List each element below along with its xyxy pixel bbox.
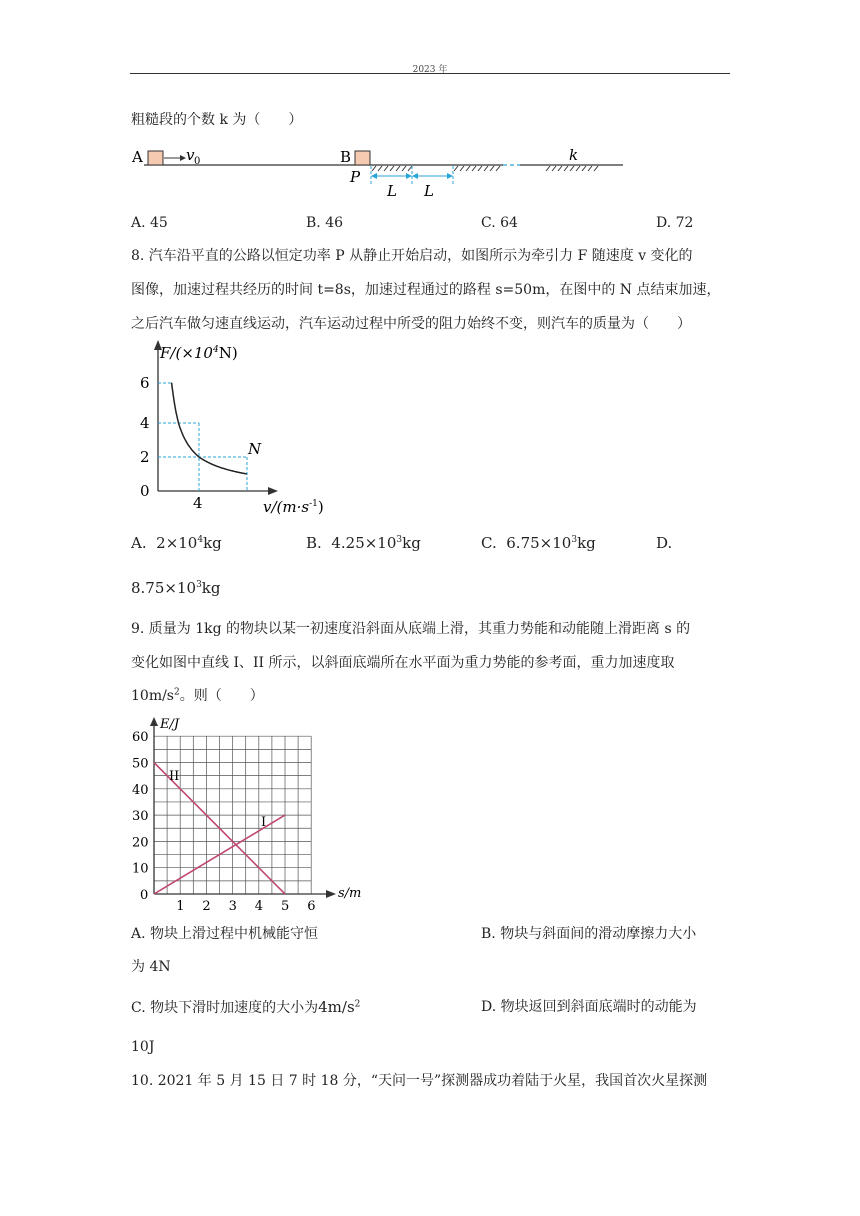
y-tick-30: 30 bbox=[132, 809, 149, 825]
x-tick-3: 3 bbox=[228, 899, 237, 914]
q8-option-b: B. $4.25\times 10^3kg$ bbox=[306, 534, 421, 552]
q7-option-b: B. 46 bbox=[306, 215, 344, 231]
x-ticks bbox=[176, 899, 315, 914]
y-tick-40: 40 bbox=[132, 782, 149, 798]
q9-option-c: C. 物块下滑时加速度的大小为$4m/s^2$ bbox=[131, 998, 361, 1016]
q7-option-c: C. 64 bbox=[481, 215, 518, 231]
rough-segment-1 bbox=[372, 166, 412, 171]
q9-option-b-cont: 为 4N bbox=[131, 959, 171, 975]
x-axis-arrow bbox=[326, 890, 336, 898]
rough-segment-k bbox=[546, 166, 598, 171]
y-axis-label: E/J bbox=[160, 717, 180, 732]
q8-option-d-value: $8.75\times 10^3kg$ bbox=[131, 579, 221, 597]
line-ii-label: II bbox=[169, 769, 180, 784]
rough-segment-2 bbox=[454, 166, 500, 171]
q10-stem-line1: 10. 2021 年 5 月 15 日 7 时 18 分，“天问一号”探测器成功着陆于火星，我国首次火星探测 bbox=[131, 1073, 708, 1089]
point-n-label: N bbox=[248, 440, 262, 458]
q9-graph bbox=[128, 714, 378, 914]
x-tick-4: 4 bbox=[193, 494, 203, 512]
force-velocity-curve bbox=[172, 383, 247, 474]
q9-option-d-cont: 10J bbox=[131, 1039, 155, 1055]
y-tick-10: 10 bbox=[132, 861, 149, 877]
q9-stem-line2: 变化如图中直线 I、II 所示，以斜面底端所在水平面为重力势能的参考面，重力加速度取 bbox=[131, 655, 675, 671]
q8-stem-line3: 之后汽车做匀速直线运动，汽车运动过程中所受的阻力始终不变，则汽车的质量为（ ） bbox=[131, 316, 691, 332]
x-tick-6: 6 bbox=[307, 899, 316, 914]
y-tick-0: 0 bbox=[140, 482, 150, 500]
label-l2: L bbox=[424, 182, 434, 200]
q8-stem-line1: 8. 汽车沿平直的公路以恒定功率 P 从静止开始启动，如图所示为牵引力 F 随速度 v 变化的 bbox=[131, 248, 693, 264]
block-a bbox=[148, 151, 163, 165]
y-tick-50: 50 bbox=[132, 756, 149, 772]
label-k: k bbox=[569, 146, 579, 164]
y-ticks bbox=[132, 730, 149, 903]
y-axis-label: $F/(\times 10^4N)$ bbox=[160, 344, 238, 362]
guide-lines bbox=[158, 383, 247, 491]
page-header: 2023 年 bbox=[412, 65, 448, 75]
x-tick-2: 2 bbox=[202, 899, 211, 914]
x-axis-label: $v/(m\cdot s^{-1})$ bbox=[263, 498, 324, 516]
q9-stem-line1: 9. 质量为 1kg 的物块以某一初速度沿斜面从底端上滑，其重力势能和动能随上滑距离 s 的 bbox=[131, 621, 691, 637]
x-axis-label: s/m bbox=[338, 886, 362, 901]
y-axis-arrow bbox=[150, 717, 158, 726]
x-tick-5: 5 bbox=[281, 899, 290, 914]
label-l1: L bbox=[387, 182, 397, 200]
y-tick-60: 60 bbox=[132, 730, 149, 746]
label-v0: v bbox=[186, 146, 195, 164]
q8-stem-line2: 图像，加速过程共经历的时间 t=8s，加速过程通过的路程 s=50m，在图中的 N 点结束加速， bbox=[131, 282, 721, 298]
x-tick-4: 4 bbox=[254, 899, 264, 914]
q7-figure bbox=[128, 140, 628, 202]
label-a: A bbox=[132, 148, 143, 166]
q9-option-b: B. 物块与斜面间的滑动摩擦力大小 bbox=[481, 926, 697, 942]
line-i-label: I bbox=[261, 815, 267, 830]
q8-option-d-letter: D. bbox=[656, 534, 673, 552]
x-tick-1: 1 bbox=[176, 899, 185, 914]
label-b: B bbox=[340, 148, 352, 166]
header-rule bbox=[130, 73, 730, 74]
grid bbox=[154, 736, 311, 894]
y-tick-20: 20 bbox=[132, 835, 149, 851]
q9-option-a: A. 物块上滑过程中机械能守恒 bbox=[131, 926, 319, 942]
q8-option-a: A. $2\times 10^4kg$ bbox=[131, 534, 222, 552]
block-b bbox=[355, 151, 370, 165]
y-tick-0: 0 bbox=[140, 888, 149, 903]
y-tick-2: 2 bbox=[140, 448, 150, 466]
q7-option-d: D. 72 bbox=[656, 215, 694, 231]
q9-stem-line3: $10m/s^2$。则（ ） bbox=[131, 687, 264, 704]
y-tick-6: 6 bbox=[140, 374, 150, 392]
q7-stem-tail: 粗糙段的个数 k 为（ ） bbox=[131, 112, 303, 128]
label-v0-sub: 0 bbox=[194, 156, 201, 167]
q8-option-c: C. $6.75\times 10^3kg$ bbox=[481, 534, 596, 552]
q9-option-d: D. 物块返回到斜面底端时的动能为 bbox=[481, 999, 697, 1015]
q7-option-a: A. 45 bbox=[131, 215, 168, 231]
q8-graph bbox=[130, 338, 350, 518]
y-tick-4: 4 bbox=[140, 414, 150, 432]
x-axis-arrow bbox=[268, 487, 278, 495]
label-p: P bbox=[350, 168, 361, 186]
